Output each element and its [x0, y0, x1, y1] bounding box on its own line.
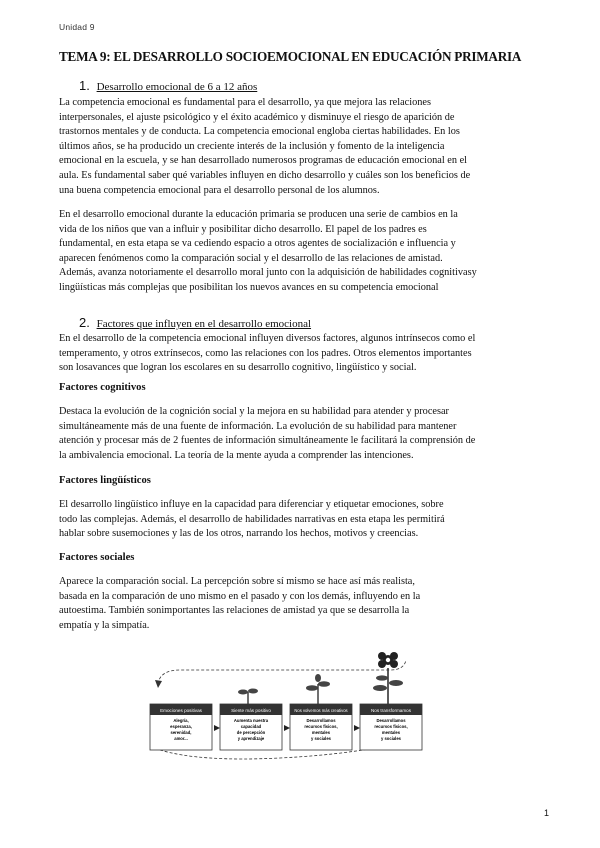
box-line: y sociales	[310, 736, 332, 741]
text-line: la ambivalencia emocional. La teoría de la mente ayuda a comprender las intenciones.	[59, 449, 414, 461]
stage-box	[220, 704, 282, 750]
text-line: atención y procesar más de 2 fuentes de información simultáneamente le facilitará la comprensión de	[59, 435, 476, 447]
paragraph-primaria	[59, 208, 551, 296]
paragraph-competencia	[59, 96, 551, 198]
stage-box	[150, 704, 212, 750]
box-line: de percepción	[236, 730, 266, 735]
text-line: fundamental, en esta etapa se va cediendo espacio a otros agentes de socialización e influencia y	[59, 238, 456, 250]
text-line: temperamento, y otros extrínsecos, como las relaciones con los padres. Otros elementos importantes	[59, 347, 472, 359]
text-line: todo las complejas. Además, el desarrollo de habilidades narrativas en esta etapa les permitirá	[59, 513, 445, 525]
text-line: aparecen fenómenos como la comparación social y el desarrollo de las relaciones de amistad.	[59, 252, 443, 264]
paragraph-cognitivos	[59, 405, 551, 463]
box-line: Desarrollamos	[306, 718, 336, 723]
paragraph-factores	[59, 332, 551, 376]
section-heading-2	[59, 315, 311, 330]
text-line: empatía y la simpatía.	[59, 619, 150, 631]
section-label: Desarrollo emocional de 6 a 12 años	[96, 81, 258, 93]
box-line: esperanza,	[170, 724, 192, 729]
box-line: mentales	[381, 730, 401, 735]
arrow-right-icon	[214, 725, 220, 731]
text-line: La competencia emocional es fundamental para el desarrollo, ya que mejora las relaciones	[59, 97, 431, 108]
box-line: Aumenta nuestra	[233, 718, 269, 723]
page-title: TEMA 9: EL DESARROLLO SOCIOEMOCIONAL EN EDUCACIÓN PRIMARIA	[59, 49, 522, 64]
text-line: Aparece la comparación social. La percepción sobre sí mismo se hace así más realista,	[59, 576, 415, 587]
cycle-arrow	[158, 660, 406, 684]
text-line: aula. Es fundamental saber qué variables influyen en dicho desarrollo y cuáles son los beneficios de	[59, 169, 471, 181]
box-title: Nos transformamos	[370, 708, 412, 713]
text-line: Además, avanza notoriamente el desarrollo moral junto con la adquisición de habilidades cognitivasy	[59, 267, 477, 279]
box-title: Siente más positivo	[231, 708, 271, 713]
text-line: Destaca la evolución de la cognición social y la mejora en su habilidad para atender y procesar	[59, 406, 449, 417]
section-heading-1	[59, 78, 257, 93]
text-line: una buena competencia emocional para el desarrollo personal de los alumnos.	[59, 184, 380, 196]
heading-linguisticos: Factores lingüísticos	[59, 475, 151, 486]
box-line: amor...	[174, 736, 188, 741]
text-line: son losavances que logran los escolares en su desarrollo cognitivo, lingüístico y social.	[59, 362, 417, 374]
arrow-right-icon	[354, 725, 360, 731]
stage-box	[290, 704, 352, 750]
unit-label: Unidad 9	[59, 22, 95, 32]
paragraph-linguisticos	[59, 498, 551, 542]
text-line: lingüísticas más complejas que posibilitan los nuevos avances en su competencia emocional	[59, 281, 439, 293]
paragraph-sociales	[59, 575, 551, 633]
heading-cognitivos: Factores cognitivos	[59, 382, 146, 393]
sprout-icon	[238, 689, 258, 705]
text-line: trastornos mentales y de conducta. La competencia emocional engloba ciertas habilidades. En los	[59, 126, 460, 138]
box-line: recursos físicos,	[374, 724, 408, 729]
heading-sociales: Factores sociales	[59, 552, 135, 563]
text-line: hablar sobre susemociones y las de los otros, narrando los hechos, motivos y creencias.	[59, 528, 419, 540]
box-line: capacidad	[240, 724, 262, 729]
arrow-right-icon	[284, 725, 290, 731]
text-line: En el desarrollo de la competencia emocional influyen diversos factores, algunos intrínsecos como el	[59, 333, 476, 344]
box-title: Nos volvemos más creativos	[294, 708, 348, 713]
text-line: vida de los niños que van a influir y posibilitar dicho desarrollo. El papel de los padres es	[59, 223, 427, 235]
section-number: 1.	[79, 78, 90, 93]
page-number: 1	[544, 808, 550, 818]
text-line: interpersonales, el ajuste psicológico y el éxito académico y disminuye el riesgo de aparición de	[59, 111, 455, 123]
arrow-head-icon	[155, 680, 162, 688]
text-line: En el desarrollo emocional durante la educación primaria se producen una serie de cambios en la	[59, 209, 458, 220]
text-line: emocional en la escuela, y se han desarrollado numerosos programas de educación emocional en el	[59, 155, 467, 167]
seedling-icon	[306, 674, 330, 704]
text-line: basada en la comparación de uno mismo en el pasado y con los demás, influyendo en la	[59, 590, 421, 602]
section-label: Factores que influyen en el desarrollo emocional	[96, 318, 312, 330]
box-line: mentales	[311, 730, 331, 735]
section-number: 2.	[79, 315, 90, 330]
box-line: Desarrollamos	[376, 718, 406, 723]
text-line: simultáneamente más de una fuente de información. La evolución de su habilidad para mantener	[59, 420, 457, 432]
text-line: últimos años, se ha producido un creciente interés de la inclusión y fomento de la inteligencia	[59, 140, 445, 152]
text-line: El desarrollo lingüístico influye en la capacidad para diferenciar y etiquetar emociones, sobre	[59, 499, 444, 510]
box-line: recursos físicos,	[304, 724, 338, 729]
stage-box	[360, 704, 422, 750]
box-line: y sociales	[380, 736, 402, 741]
emotional-growth-figure	[120, 650, 440, 765]
box-line: serenidad,	[170, 730, 192, 735]
text-line: autoestima. También sonimportantes las relaciones de amistad ya que se desarrolla la	[59, 605, 410, 617]
flower-icon	[373, 652, 403, 704]
box-line: Alegría,	[173, 718, 189, 723]
box-title: Emociones positivas	[160, 708, 202, 713]
box-line: y aprendizaje	[237, 736, 265, 741]
